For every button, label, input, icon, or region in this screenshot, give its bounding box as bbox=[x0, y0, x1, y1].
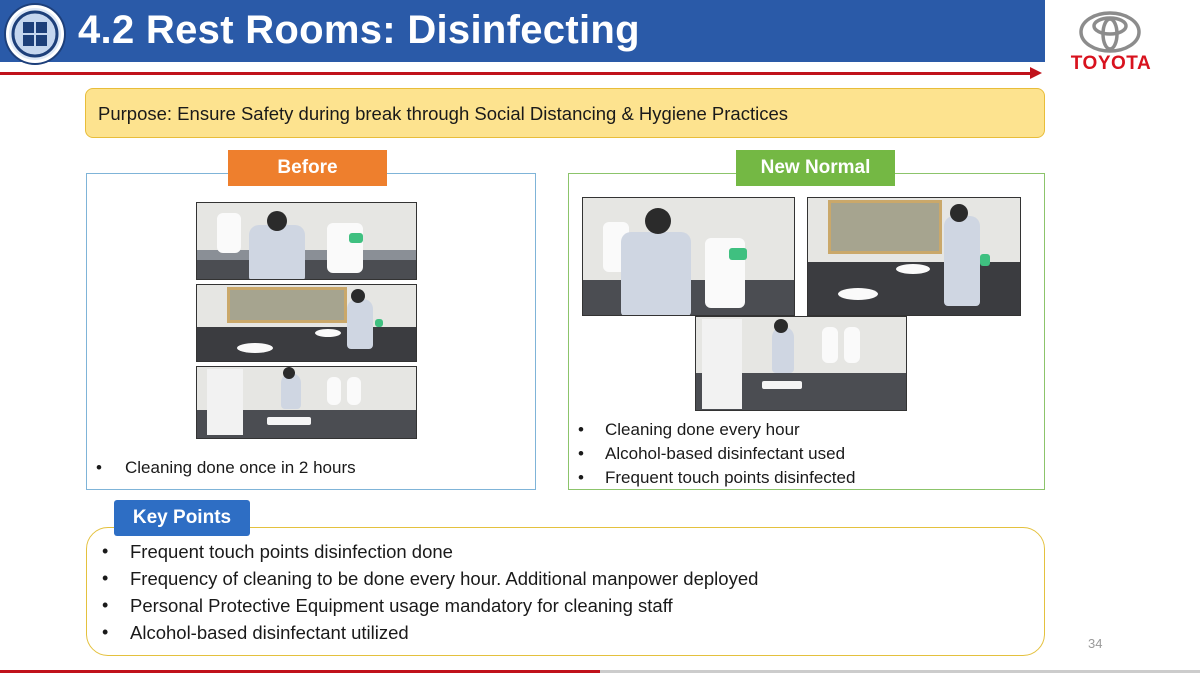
new-photo-urinal-cleaning bbox=[582, 197, 795, 316]
new-photo-sink-cleaning bbox=[807, 197, 1021, 316]
toyota-emblem-icon bbox=[1078, 10, 1142, 54]
key-points-label: Key Points bbox=[114, 500, 250, 536]
new-normal-bullet: Alcohol-based disinfectant used bbox=[605, 444, 846, 463]
footer-accent-red bbox=[0, 670, 600, 673]
new-normal-bullet: Frequent touch points disinfected bbox=[605, 468, 856, 487]
page-number: 34 bbox=[1088, 636, 1103, 651]
new-normal-label: New Normal bbox=[736, 150, 895, 186]
key-point-item: Frequent touch points disinfection done bbox=[130, 541, 453, 562]
footer-accent-grey bbox=[600, 670, 1200, 673]
window-grid-icon bbox=[9, 8, 61, 60]
key-point-item: Personal Protective Equipment usage mandatory for cleaning staff bbox=[130, 595, 673, 616]
section-logo bbox=[6, 5, 64, 63]
header-divider bbox=[0, 72, 1035, 75]
new-normal-bullet: Cleaning done every hour bbox=[605, 420, 800, 439]
key-point-item: Frequency of cleaning to be done every hour. Additional manpower deployed bbox=[130, 568, 759, 589]
before-photo-floor-mopping bbox=[196, 366, 417, 439]
purpose-text: Purpose: Ensure Safety during break through Social Distancing & Hygiene Practices bbox=[98, 103, 789, 124]
before-photo-sink-cleaning bbox=[196, 284, 417, 362]
bullet-marker: • bbox=[102, 568, 109, 588]
arrow-right-icon bbox=[1030, 67, 1042, 79]
before-label: Before bbox=[228, 150, 387, 186]
bullet-marker: • bbox=[578, 444, 584, 463]
new-photo-floor-mopping bbox=[695, 316, 907, 411]
bullet-marker: • bbox=[102, 595, 109, 615]
bullet-marker: • bbox=[102, 541, 109, 561]
bullet-marker: • bbox=[578, 420, 584, 439]
brand-wordmark: TOYOTA bbox=[1070, 53, 1152, 74]
before-photo-urinal-cleaning bbox=[196, 202, 417, 280]
bullet-marker: • bbox=[578, 468, 584, 487]
page-title: 4.2 Rest Rooms: Disinfecting bbox=[78, 8, 640, 52]
before-bullet: Cleaning done once in 2 hours bbox=[125, 458, 356, 477]
bullet-marker: • bbox=[102, 622, 109, 642]
bullet-marker: • bbox=[96, 458, 102, 477]
key-point-item: Alcohol-based disinfectant utilized bbox=[130, 622, 409, 643]
